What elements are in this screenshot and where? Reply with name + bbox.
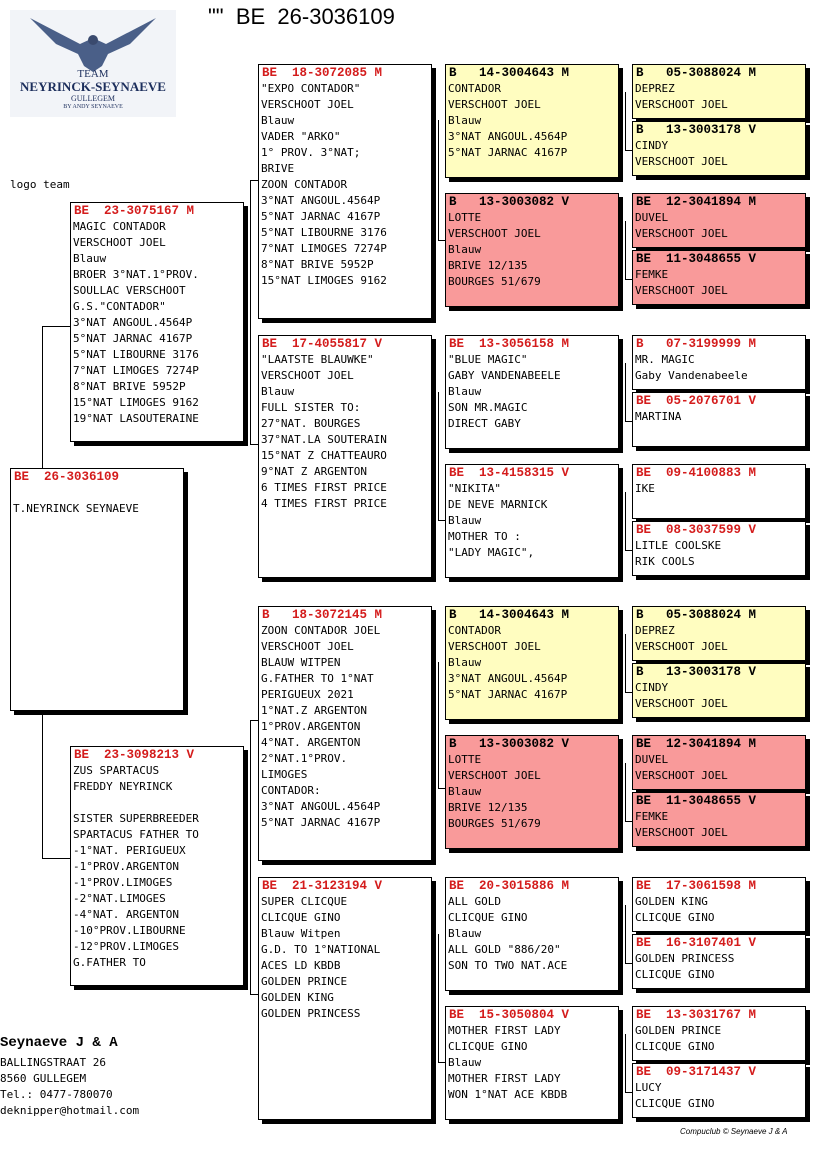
ring-number: BE 16-3107401 V [636, 936, 757, 950]
pedigree-connector-line [250, 720, 251, 870]
pigeon-detail-line: Blauw [261, 114, 295, 127]
pigeon-detail-line: 7°NAT LIMOGES 7274P [261, 242, 387, 255]
breeder-name: Seynaeve J & A [0, 1035, 118, 1051]
pigeon-detail-line: VERSCHOOT JOEL [448, 227, 541, 240]
pedigree-connector-line [250, 320, 251, 444]
pigeon-details [446, 481, 618, 561]
pedigree-card-mother [70, 746, 244, 986]
pigeon-detail-line: WON 1°NAT ACE KBDB [448, 1088, 568, 1101]
pigeon-detail-line: Blauw [448, 514, 482, 527]
logo-line-town: GULLEGEM [71, 94, 115, 103]
pigeon-detail-line: DEPREZ [635, 82, 675, 95]
pigeon-detail-line: -12°PROV.LIMOGES [73, 940, 179, 953]
pigeon-detail-line: CONTADOR [448, 82, 501, 95]
ring-number: BE 17-4055817 V [262, 337, 383, 351]
ring-number: BE 15-3050804 V [449, 1008, 570, 1022]
ring-number: B 05-3088024 M [636, 608, 757, 622]
pigeon-detail-line: 5°NAT JARNAC 4167P [261, 816, 381, 829]
pigeon-details [633, 894, 805, 926]
pigeon-detail-line: GABY VANDENABEELE [448, 369, 561, 382]
pedigree-card-fm [258, 335, 432, 578]
ring-number: B 05-3088024 M [636, 66, 757, 80]
pigeon-detail-line: MOTHER FIRST LADY [448, 1072, 561, 1085]
pigeon-detail-line: Blauw [448, 114, 482, 127]
pedigree-card-g15 [632, 1006, 806, 1061]
pigeon-details [633, 210, 805, 242]
pigeon-detail-line: "BLUE MAGIC" [448, 353, 528, 366]
pedigree-card-root [10, 468, 184, 711]
pigeon-detail-line: GOLDEN PRINCE [635, 1024, 722, 1037]
ring-number: BE 05-2076701 V [636, 394, 757, 408]
pedigree-card-mff [445, 606, 619, 720]
pedigree-connector-line [250, 994, 258, 995]
ring-number: BE 18-3072085 M [262, 66, 383, 80]
pigeon-detail-line: 5°NAT JARNAC 4167P [261, 210, 381, 223]
pedigree-card-mf [258, 606, 432, 861]
pigeon-details [259, 894, 431, 1022]
pigeon-detail-line: VADER "ARKO" [261, 130, 341, 143]
pigeon-detail-line: 3°NAT ANGOUL.4564P [448, 672, 568, 685]
pigeon-details [633, 1023, 805, 1055]
pigeon-detail-line: Blauw [73, 252, 107, 265]
pigeon-details [71, 219, 243, 427]
pigeon-detail-line: 27°NAT. BOURGES [261, 417, 361, 430]
pigeon-detail-line: GOLDEN PRINCESS [635, 952, 735, 965]
ring-number: B 13-3003178 V [636, 665, 757, 679]
pigeon-detail-line: 15°NAT Z CHATTEAURO [261, 449, 387, 462]
pigeon-detail-line: MARTINA [635, 410, 682, 423]
ring-number: BE 13-3056158 M [449, 337, 570, 351]
pigeon-detail-line: VERSCHOOT JOEL [261, 640, 354, 653]
pigeon-details [633, 623, 805, 655]
pedigree-connector-line [250, 444, 258, 445]
pigeon-detail-line: G.D. TO 1°NATIONAL [261, 943, 381, 956]
pigeon-detail-line: 8°NAT BRIVE 5952P [73, 380, 186, 393]
pedigree-card-g2 [632, 121, 806, 176]
pedigree-card-fmm [445, 464, 619, 578]
page-title: "" BE 26-3036109 [208, 4, 395, 29]
pedigree-card-g10 [632, 663, 806, 718]
ring-number: B 14-3004643 M [449, 66, 570, 80]
pedigree-card-g13 [632, 877, 806, 932]
ring-number: BE 11-3048655 V [636, 794, 757, 808]
pedigree-connector-line [42, 858, 70, 859]
ring-number: BE 08-3037599 V [636, 523, 757, 537]
pigeon-detail-line: LIMOGES [261, 768, 308, 781]
pedigree-connector-line [250, 180, 258, 181]
pigeon-details [446, 752, 618, 832]
pigeon-detail-line: VERSCHOOT JOEL [261, 98, 354, 111]
pigeon-detail-line: 5°NAT JARNAC 4167P [448, 146, 568, 159]
pigeon-detail-line: BRIVE [261, 162, 295, 175]
pigeon-details [446, 81, 618, 161]
pigeon-detail-line: CINDY [635, 681, 669, 694]
ring-number: BE 13-3031767 M [636, 1008, 757, 1022]
pigeon-detail-line: BOURGES 51/679 [448, 817, 541, 830]
pedigree-connector-line [625, 221, 626, 279]
pigeon-details [633, 538, 805, 570]
pedigree-connector-line [625, 492, 626, 550]
pigeon-detail-line: MAGIC CONTADOR [73, 220, 166, 233]
pigeon-detail-line: SUPER CLICQUE [261, 895, 348, 908]
pigeon-detail-line: IKE [635, 482, 655, 495]
pigeon-detail-line: G.S."CONTADOR" [73, 300, 166, 313]
logo-line-author: BY ANDY SEYNAEVE [63, 104, 123, 110]
pigeon-detail-line: VERSCHOOT JOEL [448, 769, 541, 782]
pigeon-detail-line: 5°NAT LIBOURNE 3176 [73, 348, 199, 361]
pedigree-connector-line [625, 905, 626, 963]
pigeon-detail-line: GOLDEN PRINCE [261, 975, 348, 988]
ring-number: BE 09-4100883 M [636, 466, 757, 480]
pigeon-detail-line: VERSCHOOT JOEL [635, 697, 728, 710]
pigeon-details [71, 763, 243, 971]
ring-number: BE 26-3036109 [14, 470, 120, 484]
pigeon-detail-line: LOTTE [448, 753, 482, 766]
ring-number: BE 21-3123194 V [262, 879, 383, 893]
pigeon-detail-line: CLICQUE GINO [261, 911, 341, 924]
pigeon-detail-line: BROER 3°NAT.1°PROV. [73, 268, 199, 281]
breeder-info [0, 1035, 139, 1119]
logo-label: logo team [10, 178, 70, 191]
pigeon-detail-line: -1°NAT. PERIGUEUX [73, 844, 186, 857]
pigeon-detail-line: -4°NAT. ARGENTON [73, 908, 179, 921]
ring-number: B 13-3003178 V [636, 123, 757, 137]
ring-number: BE 11-3048655 V [636, 252, 757, 266]
pedigree-connector-line [625, 634, 626, 692]
pigeon-detail-line: Blauw [448, 656, 482, 669]
pigeon-detail-line: 5°NAT LIBOURNE 3176 [261, 226, 387, 239]
pigeon-detail-line: DUVEL [635, 753, 669, 766]
pedigree-card-mmf [445, 877, 619, 991]
pigeon-detail-line: CLICQUE GINO [635, 968, 715, 981]
pigeon-details [633, 752, 805, 784]
pedigree-connector-line [438, 934, 439, 1062]
pigeon-detail-line: Blauw Witpen [261, 927, 341, 940]
ring-number: BE 20-3015886 M [449, 879, 570, 893]
pedigree-connector-line [625, 763, 626, 821]
pigeon-detail-line: 19°NAT LASOUTERAINE [73, 412, 199, 425]
ring-number: BE 13-4158315 V [449, 466, 570, 480]
pigeon-detail-line: LOTTE [448, 211, 482, 224]
pigeon-detail-line: PERIGUEUX 2021 [261, 688, 354, 701]
pigeon-details [446, 210, 618, 290]
pigeon-detail-line: 3°NAT ANGOUL.4564P [261, 800, 381, 813]
pigeon-detail-line: ZOON CONTADOR [261, 178, 348, 191]
ring-number: B 07-3199999 M [636, 337, 757, 351]
ring-number: BE 23-3075167 M [74, 204, 195, 218]
pedigree-card-ffm [445, 193, 619, 307]
pigeon-detail-line [13, 485, 181, 501]
pigeon-detail-line: G.FATHER TO [73, 956, 146, 969]
pigeon-detail-line: ZUS SPARTACUS [73, 764, 160, 777]
pigeon-detail-line: DEPREZ [635, 624, 675, 637]
pedigree-card-mmm [445, 1006, 619, 1120]
pigeon-detail-line: -2°NAT.LIMOGES [73, 892, 166, 905]
pedigree-connector-line [625, 92, 626, 150]
pigeon-detail-line: BLAUW WITPEN [261, 656, 341, 669]
ring-number: BE 12-3041894 M [636, 195, 757, 209]
pigeon-detail-line: CLICQUE GINO [448, 1040, 528, 1053]
pigeon-detail-line: RIK COOLS [635, 555, 695, 568]
pedigree-connector-line [42, 326, 43, 468]
pigeon-detail-line: 4°NAT. ARGENTON [261, 736, 361, 749]
pigeon-detail-line: DUVEL [635, 211, 669, 224]
pigeon-detail-line: "EXPO CONTADOR" [261, 82, 361, 95]
pigeon-details [633, 951, 805, 983]
pigeon-detail-line: MR. MAGIC [635, 353, 695, 366]
pigeon-detail-line: 3°NAT ANGOUL.4564P [261, 194, 381, 207]
pigeon-detail-line: Blauw [448, 927, 482, 940]
pigeon-detail-line: CLICQUE GINO [635, 911, 715, 924]
pigeon-detail-line: SON MR.MAGIC [448, 401, 528, 414]
pigeon-detail-line: -1°PROV.ARGENTON [73, 860, 179, 873]
pigeon-detail-line: Blauw [448, 385, 482, 398]
pigeon-detail-line: CLICQUE GINO [635, 1097, 715, 1110]
pigeon-detail-line: Blauw [448, 785, 482, 798]
pedigree-card-g16 [632, 1063, 806, 1118]
pigeon-detail-line: GOLDEN KING [261, 991, 334, 1004]
pedigree-card-g1 [632, 64, 806, 119]
footer-credit: Compuclub © Seynaeve J & A [680, 1127, 788, 1136]
pedigree-card-g12 [632, 792, 806, 847]
pedigree-connector-line [438, 662, 439, 788]
ring-number: BE 09-3171437 V [636, 1065, 757, 1079]
pigeon-detail-line: FEMKE [635, 268, 669, 281]
pedigree-connector-line [42, 711, 43, 858]
pigeon-detail-line: Gaby Vandenabeele [635, 369, 748, 382]
pigeon-detail-line: 15°NAT LIMOGES 9162 [73, 396, 199, 409]
pigeon-detail-line: GOLDEN KING [635, 895, 708, 908]
pigeon-detail-line: FULL SISTER TO: [261, 401, 361, 414]
pigeon-detail-line: G.FATHER TO 1°NAT [261, 672, 374, 685]
pigeon-details [446, 894, 618, 974]
logo-line-name: NEYRINCK-SEYNAEVE [20, 79, 166, 94]
pigeon-detail-line: LITLE COOLSKE [635, 539, 722, 552]
pedigree-card-ff [258, 64, 432, 319]
pigeon-detail-line: CLICQUE GINO [635, 1040, 715, 1053]
pigeon-detail-line: SON TO TWO NAT.ACE [448, 959, 568, 972]
pigeon-detail-line: 9°NAT Z ARGENTON [261, 465, 367, 478]
pigeon-details [633, 352, 805, 384]
pedigree-card-father [70, 202, 244, 442]
pigeon-details [633, 481, 805, 497]
pigeon-detail-line: FEMKE [635, 810, 669, 823]
pigeon-details [446, 1023, 618, 1103]
pigeon-detail-line: SOULLAC VERSCHOOT [73, 284, 186, 297]
pedigree-card-mm [258, 877, 432, 1120]
pigeon-detail-line: 5°NAT JARNAC 4167P [73, 332, 193, 345]
pigeon-detail-line: 5°NAT JARNAC 4167P [448, 688, 568, 701]
pigeon-detail-line: SISTER SUPERBREEDER [73, 812, 199, 825]
pigeon-detail-line: VERSCHOOT JOEL [73, 236, 166, 249]
pigeon-detail-line: DIRECT GABY [448, 417, 521, 430]
pigeon-detail-line: VERSCHOOT JOEL [261, 369, 354, 382]
pigeon-details [259, 352, 431, 512]
pedigree-card-g9 [632, 606, 806, 661]
pigeon-details [633, 680, 805, 712]
pigeon-detail-line: VERSCHOOT JOEL [635, 769, 728, 782]
pigeon-details [446, 352, 618, 432]
pigeon-detail-line: BRIVE 12/135 [448, 259, 528, 272]
pigeon-detail-line: "LAATSTE BLAUWKE" [261, 353, 374, 366]
pigeon-details [633, 267, 805, 299]
pigeon-details [259, 623, 431, 831]
pigeon-detail-line: 7°NAT LIMOGES 7274P [73, 364, 199, 377]
pigeon-detail-line: CINDY [635, 139, 669, 152]
pigeon-detail-line: DE NEVE MARNICK [448, 498, 548, 511]
pigeon-detail-line: 3°NAT ANGOUL.4564P [448, 130, 568, 143]
pigeon-detail-line: VERSCHOOT JOEL [635, 826, 728, 839]
pedigree-connector-line [438, 392, 439, 520]
pedigree-connector-line [42, 326, 70, 327]
pedigree-card-fmf [445, 335, 619, 449]
pigeon-detail-line: Blauw [261, 385, 295, 398]
pigeon-details [259, 81, 431, 289]
pigeon-detail-line: VERSCHOOT JOEL [635, 98, 728, 111]
pedigree-card-g3 [632, 193, 806, 248]
pigeon-detail-line: MOTHER FIRST LADY [448, 1024, 561, 1037]
pigeon-detail-line: 8°NAT BRIVE 5952P [261, 258, 374, 271]
pigeon-detail-line: VERSCHOOT JOEL [635, 284, 728, 297]
ring-number: B 18-3072145 M [262, 608, 383, 622]
pigeon-detail-line [73, 795, 241, 811]
pigeon-detail-line: Blauw [448, 1056, 482, 1069]
pedigree-card-g5 [632, 335, 806, 390]
pigeon-detail-line: BRIVE 12/135 [448, 801, 528, 814]
logo-line-team: TEAM [77, 68, 109, 80]
pigeon-detail-line: GOLDEN PRINCESS [261, 1007, 361, 1020]
pigeon-detail-line: VERSCHOOT JOEL [635, 155, 728, 168]
pigeon-detail-line: "NIKITA" [448, 482, 501, 495]
breeder-street: BALLINGSTRAAT 26 [0, 1056, 106, 1069]
pedigree-connector-line [625, 1034, 626, 1092]
pigeon-detail-line: T.NEYRINCK SEYNAEVE [13, 502, 139, 515]
pedigree-card-g11 [632, 735, 806, 790]
pigeon-detail-line: 15°NAT LIMOGES 9162 [261, 274, 387, 287]
pigeon-detail-line: 2°NAT.1°PROV. [261, 752, 348, 765]
pedigree-connector-line [250, 720, 258, 721]
pigeon-detail-line: VERSCHOOT JOEL [448, 640, 541, 653]
pigeon-details [633, 1080, 805, 1112]
pigeon-detail-line: 1° PROV. 3°NAT; [261, 146, 361, 159]
pigeon-detail-line: BOURGES 51/679 [448, 275, 541, 288]
pigeon-detail-line: "LADY MAGIC", [448, 546, 535, 559]
ring-number: BE 12-3041894 M [636, 737, 757, 751]
ring-number: B 13-3003082 V [449, 737, 570, 751]
breeder-email: deknipper@hotmail.com [0, 1104, 140, 1117]
pedigree-card-fff [445, 64, 619, 178]
breeder-city: 8560 GULLEGEM [0, 1072, 87, 1085]
ring-number: BE 23-3098213 V [74, 748, 195, 762]
pigeon-detail-line: Blauw [448, 243, 482, 256]
pigeon-detail-line: 3°NAT ANGOUL.4564P [73, 316, 193, 329]
pigeon-detail-line: -10°PROV.LIBOURNE [73, 924, 186, 937]
pedigree-card-g14 [632, 934, 806, 989]
ring-number: BE 17-3061598 M [636, 879, 757, 893]
pigeon-detail-line: ACES LD KBDB [261, 959, 341, 972]
pigeon-detail-line: 1°PROV.ARGENTON [261, 720, 361, 733]
pigeon-details [633, 138, 805, 170]
pedigree-card-mfm [445, 735, 619, 849]
pigeon-detail-line: 4 TIMES FIRST PRICE [261, 497, 387, 510]
pedigree-connector-line [250, 180, 251, 320]
pigeon-detail-line: VERSCHOOT JOEL [448, 98, 541, 111]
pigeon-detail-line: ALL GOLD [448, 895, 501, 908]
logo-text [10, 68, 176, 111]
pedigree-card-g7 [632, 464, 806, 519]
pigeon-details [446, 623, 618, 703]
pigeon-details [633, 81, 805, 113]
pedigree-card-g8 [632, 521, 806, 576]
pigeon-detail-line: ZOON CONTADOR JOEL [261, 624, 381, 637]
ring-number: B 14-3004643 M [449, 608, 570, 622]
pigeon-detail-line: FREDDY NEYRINCK [73, 780, 173, 793]
ring-number: B 13-3003082 V [449, 195, 570, 209]
pigeon-detail-line: ALL GOLD "886/20" [448, 943, 561, 956]
pigeon-detail-line: 1°NAT.Z ARGENTON [261, 704, 367, 717]
pigeon-detail-line: -1°PROV.LIMOGES [73, 876, 173, 889]
pedigree-connector-line [625, 363, 626, 421]
pigeon-detail-line: SPARTACUS FATHER TO [73, 828, 199, 841]
pigeon-detail-line: CONTADOR: [261, 784, 321, 797]
pigeon-detail-line: 6 TIMES FIRST PRICE [261, 481, 387, 494]
pigeon-detail-line: CONTADOR [448, 624, 501, 637]
breeder-phone: Tel.: 0477-780070 [0, 1088, 113, 1101]
pigeon-details [633, 409, 805, 425]
pigeon-detail-line: VERSCHOOT JOEL [635, 640, 728, 653]
pigeon-detail-line: 37°NAT.LA SOUTERAIN [261, 433, 387, 446]
pigeon-detail-line: CLICQUE GINO [448, 911, 528, 924]
pigeon-detail-line: LUCY [635, 1081, 662, 1094]
pigeon-detail-line: MOTHER TO : [448, 530, 521, 543]
pedigree-connector-line [250, 870, 251, 994]
pigeon-details [633, 809, 805, 841]
pedigree-card-g6 [632, 392, 806, 447]
pedigree-connector-line [438, 120, 439, 240]
pigeon-details [11, 485, 183, 517]
pedigree-card-g4 [632, 250, 806, 305]
pigeon-detail-line: VERSCHOOT JOEL [635, 227, 728, 240]
